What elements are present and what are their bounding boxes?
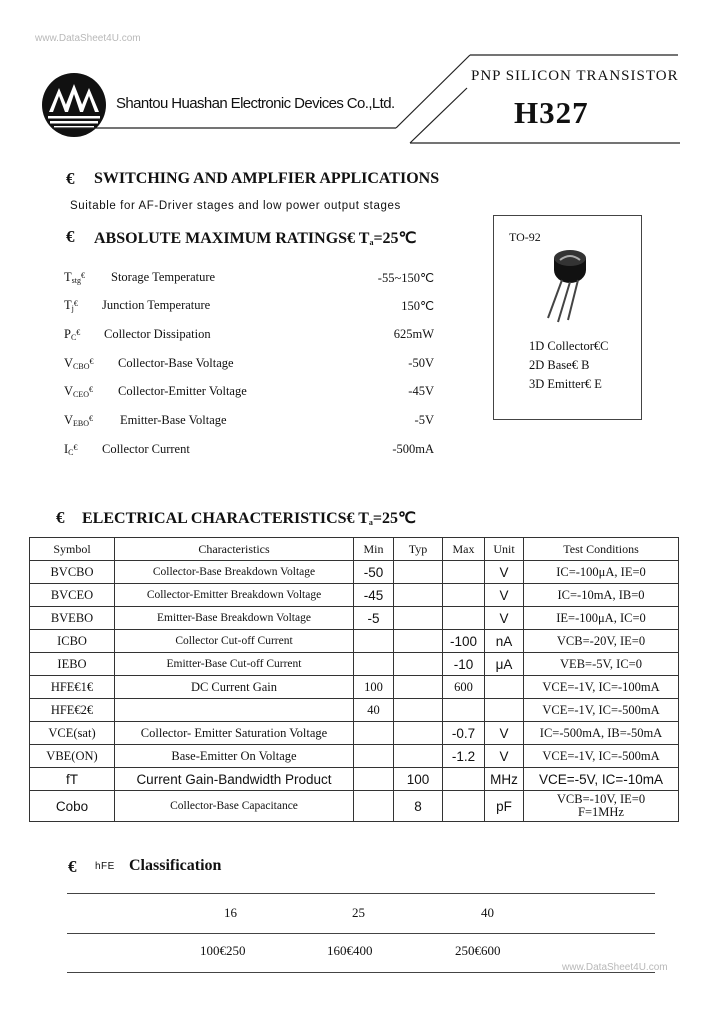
cell-unit: V: [485, 584, 524, 607]
column-header: Max: [443, 538, 485, 561]
table-row: [30, 584, 679, 607]
cell-min: [354, 722, 394, 745]
cell-unit: nA: [485, 630, 524, 653]
cell-characteristic: Collector Cut-off Current: [115, 630, 354, 653]
cell-characteristic: Emitter-Base Cut-off Current: [115, 653, 354, 676]
rating-name: Emitter-Base Voltage: [120, 413, 227, 427]
column-header: Symbol: [30, 538, 115, 561]
cell-symbol: VBE(ON): [30, 745, 115, 768]
to92-package-icon: [536, 238, 606, 328]
pin-1-label: 1D Collector€C: [529, 339, 609, 353]
cell-symbol: Cobo: [30, 791, 115, 822]
column-header: Min: [354, 538, 394, 561]
rating-value: -5V: [414, 413, 434, 427]
cell-unit: V: [485, 722, 524, 745]
package-type: TO-92: [509, 230, 541, 244]
cell-max: 600: [443, 676, 485, 699]
cell-characteristic: [115, 699, 354, 722]
rating-symbol: Tstg€: [64, 270, 85, 285]
rating-name: Collector Current: [102, 442, 190, 456]
cell-unit: MHz: [485, 768, 524, 791]
rating-row: [64, 413, 434, 431]
cell-max: -10: [443, 653, 485, 676]
cell-condition: VCE=-1V, IC=-500mA: [524, 745, 679, 768]
cell-unit: pF: [485, 791, 524, 822]
column-header: Typ: [394, 538, 443, 561]
table-row: [30, 653, 679, 676]
divider: [67, 933, 655, 934]
abs-max-heading: ABSOLUTE MAXIMUM RATINGS€ Ta=25℃: [94, 230, 417, 247]
cell-symbol: VCE(sat): [30, 722, 115, 745]
cell-characteristic: Collector-Base Capacitance: [115, 791, 354, 822]
table-row: [30, 722, 679, 745]
cell-min: 100: [354, 676, 394, 699]
bullet-icon: €: [56, 508, 65, 527]
cell-symbol: fT: [30, 768, 115, 791]
company-name: Shantou Huashan Electronic Devices Co.,Ltd.: [116, 95, 395, 112]
cell-min: [354, 745, 394, 768]
cell-condition: VCE=-1V, IC=-100mA: [524, 676, 679, 699]
cell-condition: IC=-100μA, IE=0: [524, 561, 679, 584]
hfe-range: 160€400: [327, 943, 373, 958]
rating-value: 625mW: [393, 327, 434, 341]
rating-value: -45V: [408, 384, 434, 398]
rating-symbol: VCBO€: [64, 356, 94, 371]
cell-characteristic: Collector- Emitter Saturation Voltage: [115, 722, 354, 745]
rating-row: [64, 384, 434, 402]
cell-min: -5: [354, 607, 394, 630]
cell-typ: [394, 653, 443, 676]
cell-symbol: BVEBO: [30, 607, 115, 630]
hfe-range: 100€250: [200, 943, 246, 958]
rating-value: -500mA: [392, 442, 434, 456]
cell-symbol: HFE€2€: [30, 699, 115, 722]
rating-symbol: IC€: [64, 442, 78, 457]
cell-typ: 8: [394, 791, 443, 822]
column-header: Test Conditions: [524, 538, 679, 561]
product-type-title: PNP SILICON TRANSISTOR: [471, 68, 679, 84]
cell-symbol: HFE€1€: [30, 676, 115, 699]
watermark-bottom: www.DataSheet4U.com: [562, 962, 668, 973]
bullet-icon: €: [66, 169, 75, 188]
rating-name: Storage Temperature: [111, 270, 216, 284]
cell-typ: [394, 722, 443, 745]
cell-condition: VCE=-5V, IC=-10mA: [524, 768, 679, 791]
bullet-icon: €: [68, 857, 77, 876]
electrical-heading: ELECTRICAL CHARACTERISTICS€ Ta=25℃: [82, 510, 416, 527]
cell-max: [443, 791, 485, 822]
cell-unit: [485, 699, 524, 722]
cell-typ: [394, 584, 443, 607]
cell-min: [354, 791, 394, 822]
rating-name: Collector-Base Voltage: [118, 356, 234, 370]
cell-typ: [394, 676, 443, 699]
condition-line: F=1MHz: [578, 805, 624, 819]
cell-condition: VCE=-1V, IC=-500mA: [524, 699, 679, 722]
rating-symbol: Tj€: [64, 298, 78, 313]
rating-value: -55~150℃: [377, 271, 434, 285]
bullet-icon: €: [66, 227, 75, 246]
cell-unit: V: [485, 561, 524, 584]
table-row: [30, 791, 679, 822]
cell-max: -0.7: [443, 722, 485, 745]
rating-value: -50V: [408, 356, 434, 370]
rating-row: [64, 298, 434, 316]
cell-characteristic: Collector-Base Breakdown Voltage: [115, 561, 354, 584]
rating-row: [64, 442, 434, 460]
column-header: Characteristics: [115, 538, 354, 561]
condition-line: VCB=-10V, IE=0: [556, 792, 646, 806]
rating-name: Collector Dissipation: [104, 327, 211, 341]
applications-heading: SWITCHING AND AMPLFIER APPLICATIONS: [94, 170, 440, 187]
cell-unit: V: [485, 745, 524, 768]
pin-2-label: 2D Base€ B: [529, 358, 590, 372]
table-row: [30, 699, 679, 722]
cell-min: 40: [354, 699, 394, 722]
cell-max: [443, 561, 485, 584]
rating-value: 150℃: [401, 299, 434, 313]
hfe-code: 25: [352, 905, 365, 920]
cell-min: [354, 653, 394, 676]
cell-min: -50: [354, 561, 394, 584]
cell-typ: [394, 699, 443, 722]
cell-characteristic: Emitter-Base Breakdown Voltage: [115, 607, 354, 630]
divider: [67, 893, 655, 894]
cell-max: -100: [443, 630, 485, 653]
cell-condition: IE=-100μA, IC=0: [524, 607, 679, 630]
hfe-code: 40: [481, 905, 494, 920]
hfe-prefix: hFE: [95, 861, 115, 872]
table-row: [30, 607, 679, 630]
cell-typ: [394, 561, 443, 584]
cell-condition: VEB=-5V, IC=0: [524, 653, 679, 676]
rating-row: [64, 356, 434, 374]
cell-symbol: BVCBO: [30, 561, 115, 584]
rating-symbol: VEBO€: [64, 413, 94, 428]
cell-characteristic: Current Gain-Bandwidth Product: [115, 768, 354, 791]
hfe-code: 16: [224, 905, 237, 920]
cell-max: [443, 584, 485, 607]
abs-max-list: [64, 270, 434, 465]
cell-min: -45: [354, 584, 394, 607]
rating-name: Collector-Emitter Voltage: [118, 384, 247, 398]
cell-characteristic: DC Current Gain: [115, 676, 354, 699]
cell-condition: [524, 791, 679, 822]
table-row: [30, 676, 679, 699]
cell-condition: VCB=-20V, IE=0: [524, 630, 679, 653]
package-box: [493, 215, 642, 420]
cell-max: -1.2: [443, 745, 485, 768]
hfe-classification-heading: Classification: [129, 857, 222, 874]
cell-characteristic: Base-Emitter On Voltage: [115, 745, 354, 768]
rating-symbol: VCEO€: [64, 384, 94, 399]
cell-min: [354, 768, 394, 791]
pin-3-label: 3D Emitter€ E: [529, 377, 602, 391]
cell-unit: V: [485, 607, 524, 630]
cell-unit: [485, 676, 524, 699]
table-row: [30, 745, 679, 768]
cell-typ: 100: [394, 768, 443, 791]
cell-unit: μA: [485, 653, 524, 676]
rating-name: Junction Temperature: [102, 298, 211, 312]
watermark-top: www.DataSheet4U.com: [35, 33, 141, 44]
cell-max: [443, 607, 485, 630]
applications-description: Suitable for AF-Driver stages and low power output stages: [70, 200, 401, 212]
cell-symbol: ICBO: [30, 630, 115, 653]
table-row: [30, 630, 679, 653]
rating-symbol: PC€: [64, 327, 81, 342]
rating-row: [64, 327, 434, 345]
cell-typ: [394, 630, 443, 653]
cell-characteristic: Collector-Emitter Breakdown Voltage: [115, 584, 354, 607]
cell-condition: IC=-500mA, IB=-50mA: [524, 722, 679, 745]
rating-row: [64, 270, 434, 288]
cell-max: [443, 699, 485, 722]
cell-max: [443, 768, 485, 791]
cell-condition: IC=-10mA, IB=0: [524, 584, 679, 607]
column-header: Unit: [485, 538, 524, 561]
electrical-characteristics-table: [29, 537, 679, 822]
cell-min: [354, 630, 394, 653]
cell-typ: [394, 607, 443, 630]
cell-typ: [394, 745, 443, 768]
part-number: H327: [514, 95, 589, 130]
hfe-range: 250€600: [455, 943, 501, 958]
cell-symbol: BVCEO: [30, 584, 115, 607]
table-header-row: [30, 538, 679, 561]
table-row: [30, 561, 679, 584]
table-row: [30, 768, 679, 791]
cell-symbol: IEBO: [30, 653, 115, 676]
